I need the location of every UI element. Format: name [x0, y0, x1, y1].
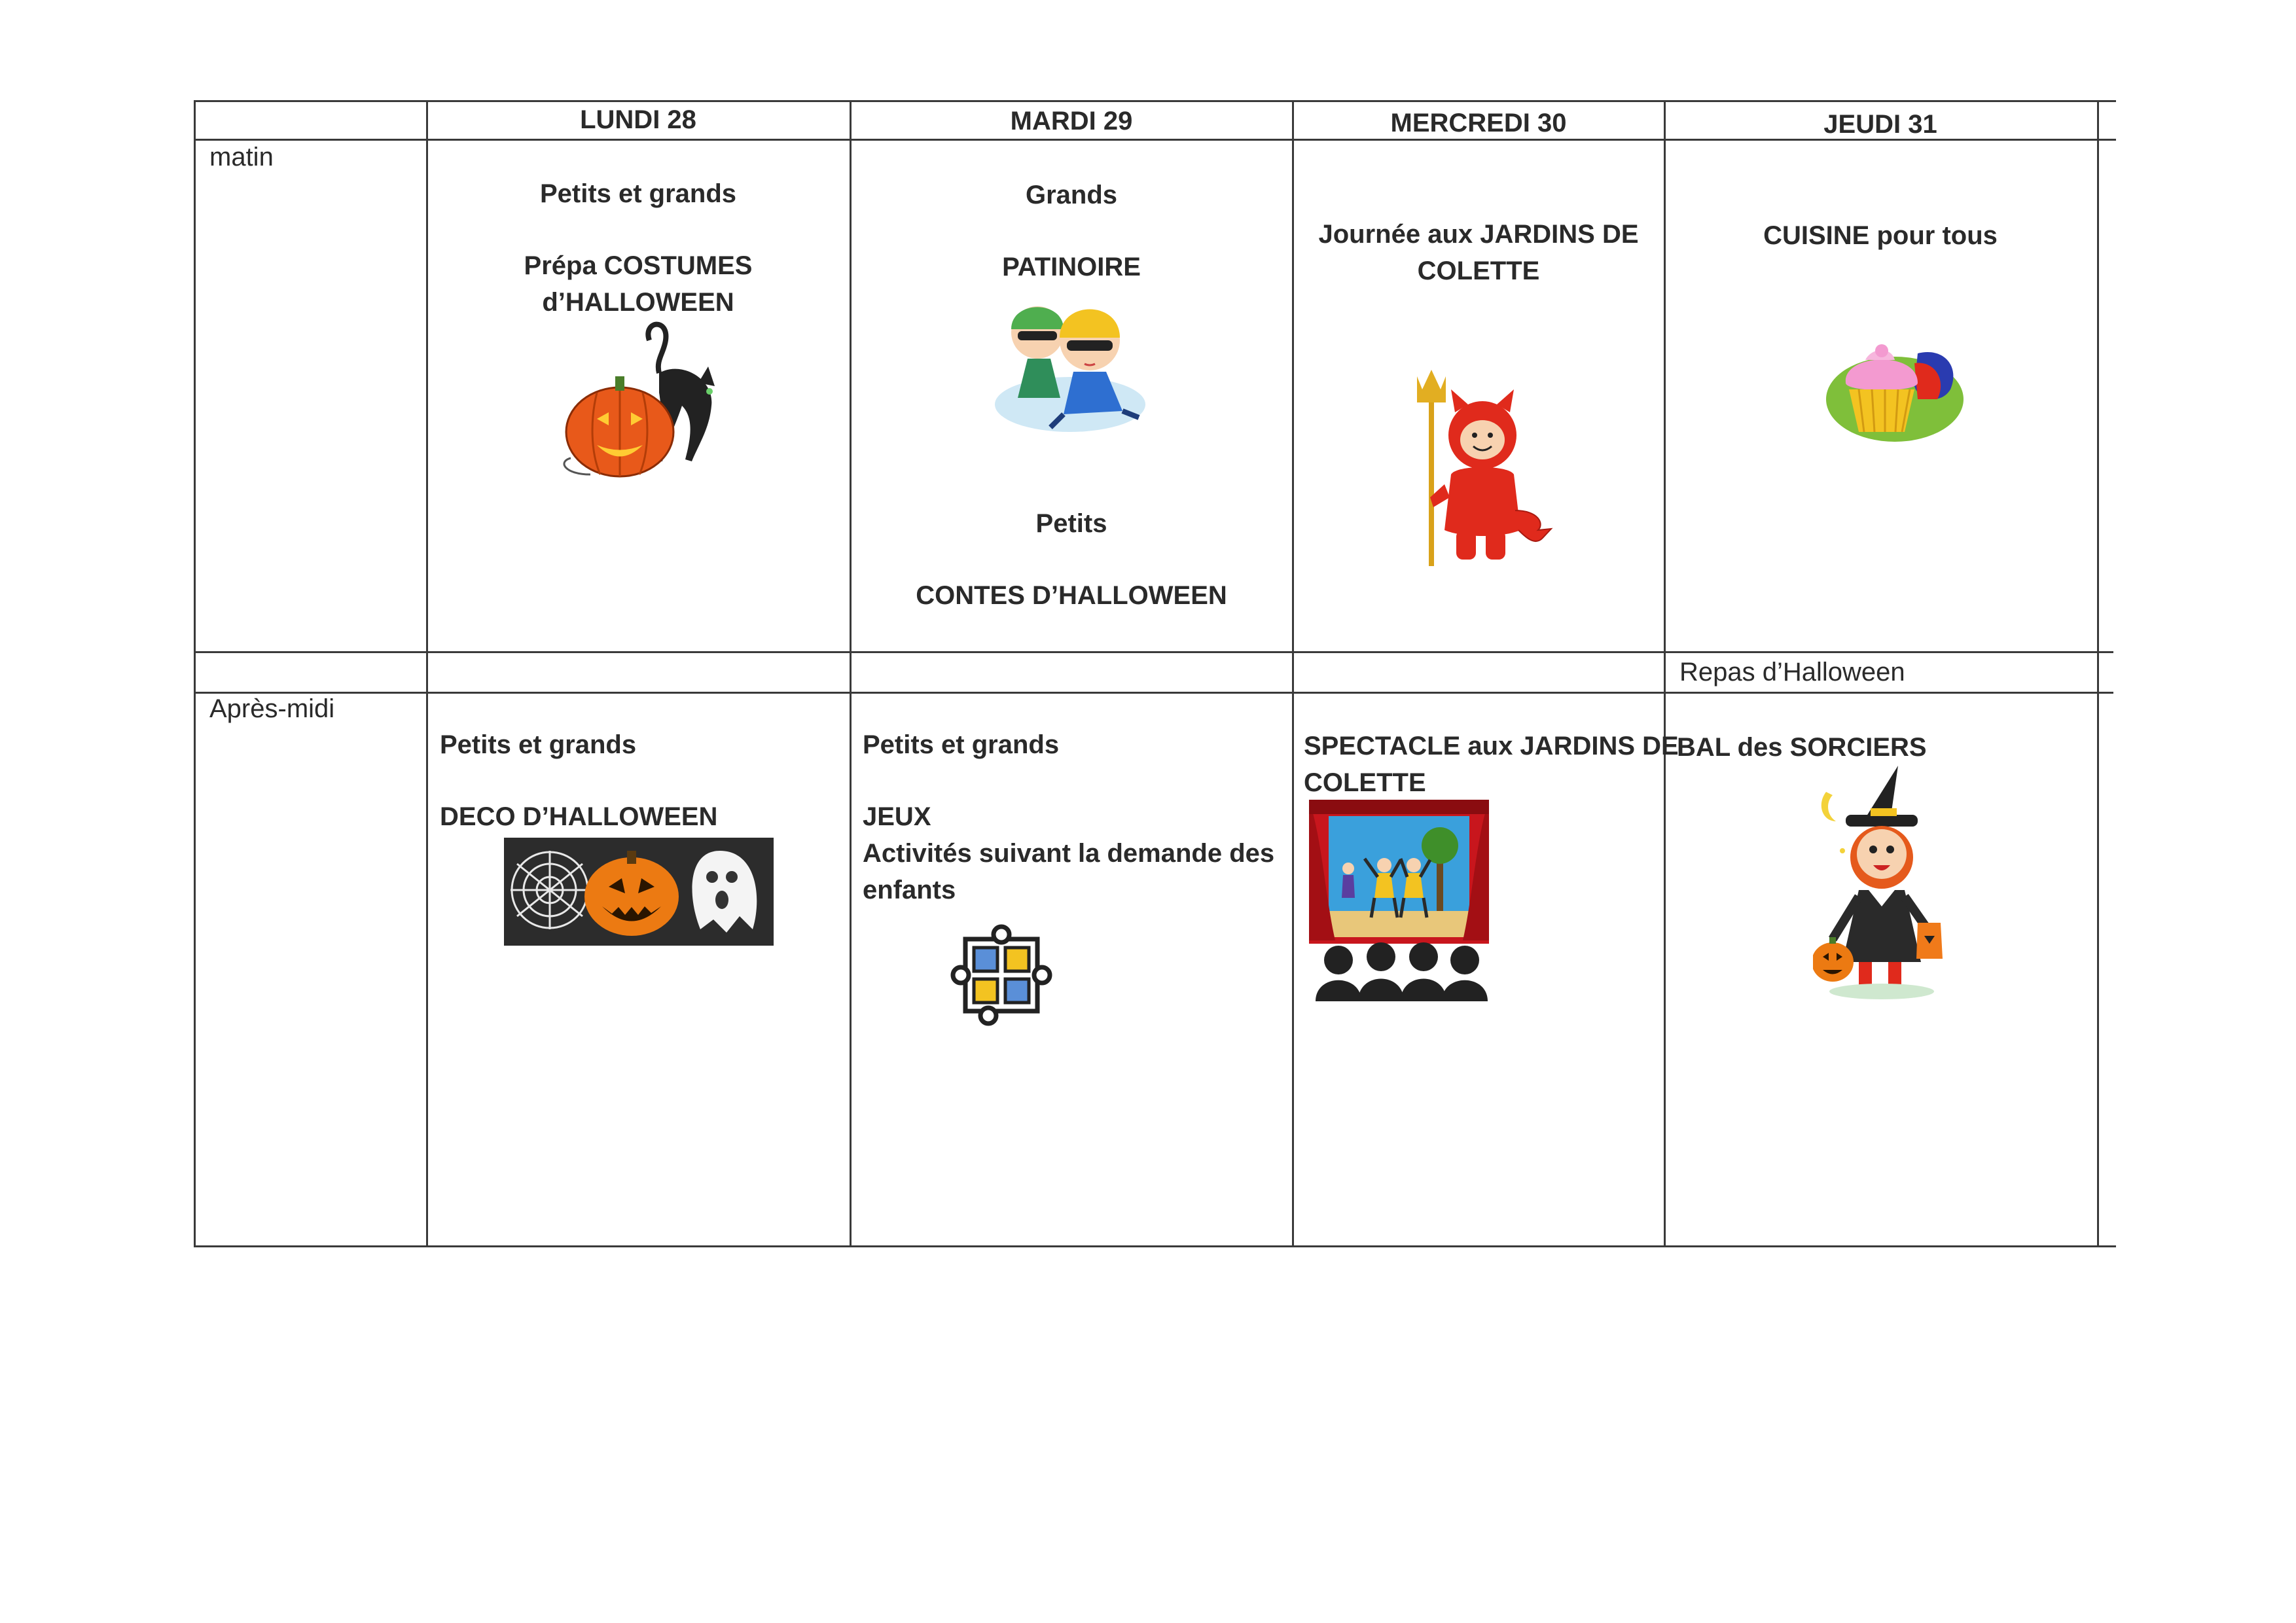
day-header-jeudi: JEUDI 31 [1823, 110, 1937, 139]
period-label-morning: matin [209, 143, 274, 171]
mardi-morning-audience-2: Petits [1035, 509, 1107, 538]
little-witch-icon [1813, 766, 1944, 1001]
jeudi-morning-activity: CUISINE pour tous [1763, 221, 1998, 250]
table-border-bottom [194, 1245, 2116, 1247]
lundi-afternoon-audience: Petits et grands [440, 730, 637, 759]
devil-costume-icon [1404, 366, 1554, 569]
mercredi-afternoon-activity: SPECTACLE aux JARDINS DE [1304, 732, 1679, 760]
lunch-row-bottom-divider [194, 692, 2113, 694]
column-divider-1 [426, 100, 428, 1247]
cupcake-icon [1820, 327, 1964, 452]
day-header-mercredi: MERCREDI 30 [1390, 109, 1567, 137]
jeudi-afternoon-activity: BAL des SORCIERS [1677, 733, 1927, 762]
mardi-morning-audience-1: Grands [1025, 181, 1118, 209]
theater-stage-icon [1309, 800, 1489, 1001]
ice-skaters-icon [992, 287, 1149, 436]
lunch-row-top-divider [194, 651, 2113, 653]
day-header-mardi: MARDI 29 [1010, 107, 1133, 135]
mardi-afternoon-activity: JEUX [863, 802, 931, 831]
column-divider-4 [1664, 100, 1666, 1247]
mercredi-afternoon-activity-2: COLETTE [1304, 768, 1426, 797]
lundi-morning-audience: Petits et grands [539, 179, 737, 208]
mercredi-morning-activity-2: COLETTE [1417, 257, 1540, 285]
pumpkin-and-cat-icon [551, 321, 728, 478]
lundi-morning-activity: Prépa COSTUMES [524, 251, 753, 280]
table-border-top [194, 100, 2116, 102]
mercredi-morning-activity: Journée aux JARDINS DE [1318, 220, 1639, 249]
day-header-lundi: LUNDI 28 [580, 105, 696, 134]
mardi-afternoon-description-2: enfants [863, 876, 956, 904]
mardi-afternoon-audience: Petits et grands [863, 730, 1060, 759]
jeudi-lunch-note: Repas d’Halloween [1679, 658, 1905, 687]
column-divider-3 [1292, 100, 1294, 1247]
mardi-morning-activity-2: CONTES D’HALLOWEEN [916, 581, 1227, 610]
mardi-afternoon-description: Activités suivant la demande des [863, 839, 1275, 868]
puzzle-icon [949, 923, 1060, 1027]
mardi-morning-activity-1: PATINOIRE [1002, 253, 1141, 281]
period-label-afternoon: Après-midi [209, 694, 335, 723]
lundi-morning-activity-2: d’HALLOWEEN [542, 288, 734, 317]
column-divider-2 [850, 100, 852, 1247]
halloween-deco-icon [504, 838, 774, 946]
table-border-left [194, 100, 196, 1247]
lundi-afternoon-activity: DECO D’HALLOWEEN [440, 802, 718, 831]
table-border-right [2097, 100, 2099, 1247]
